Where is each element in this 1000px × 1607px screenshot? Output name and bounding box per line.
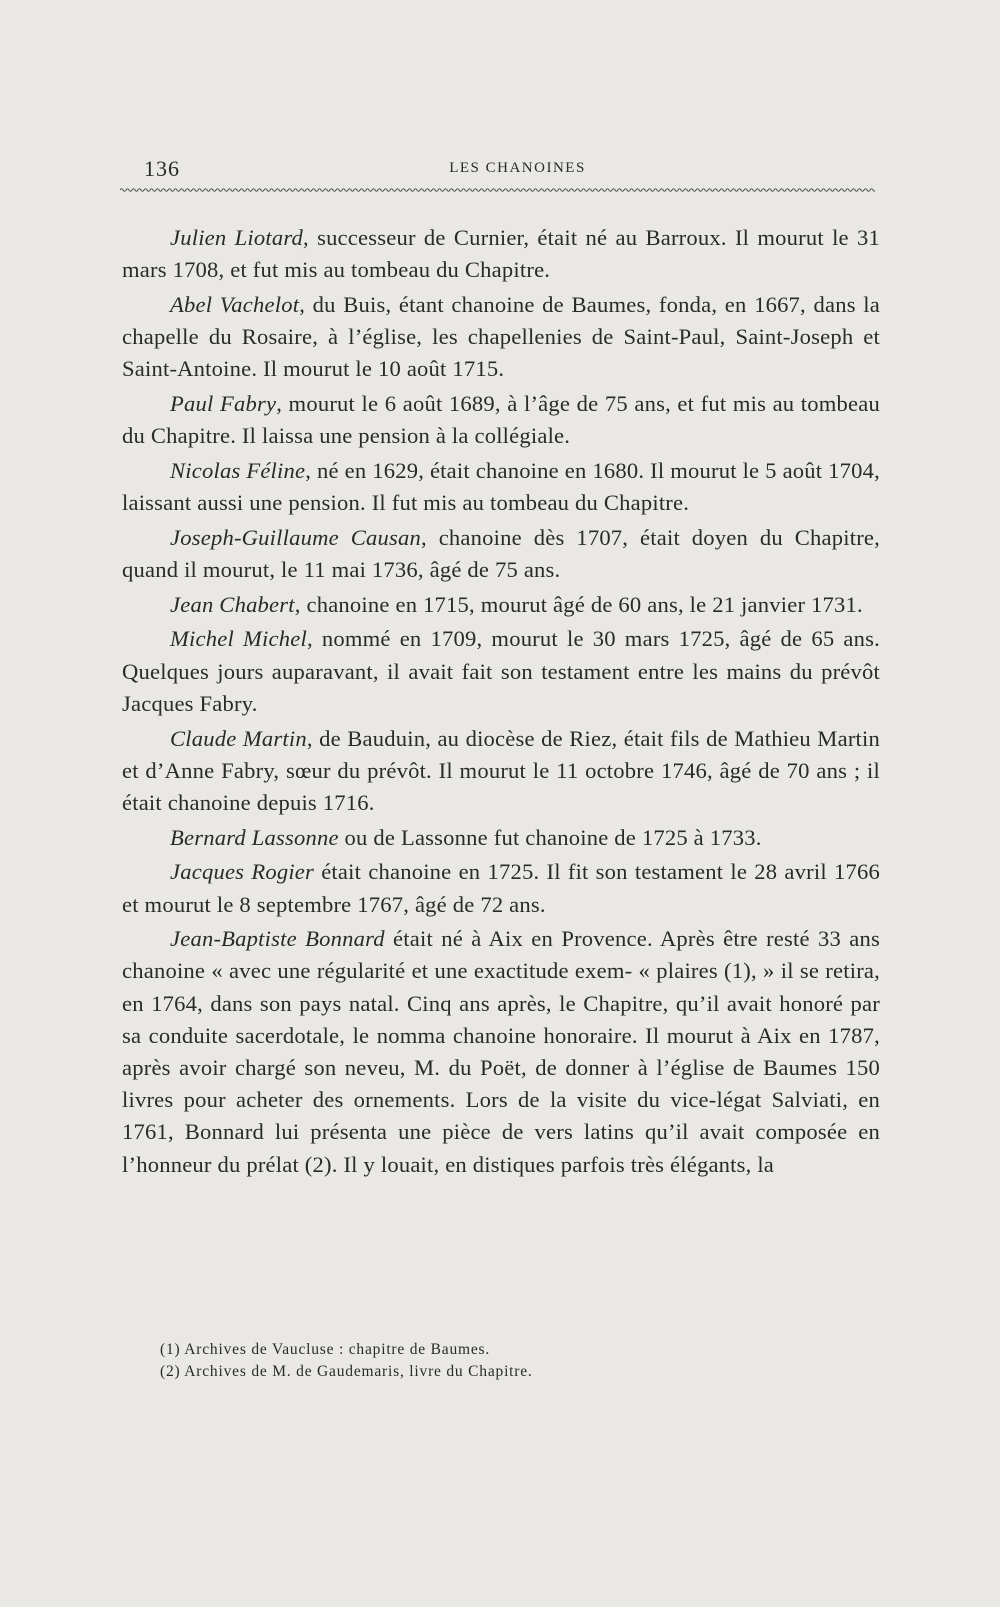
header-wavy-rule <box>120 186 875 194</box>
paragraph-text: était chanoine en 1725. Il fit son testament le 28 avril 1766 et mourut le 8 septembre 1767, âgé de 72 ans. <box>122 859 880 917</box>
paragraph <box>122 289 880 386</box>
paragraph <box>122 822 880 854</box>
paragraph <box>122 589 880 621</box>
paragraph-text: , de Bauduin, au diocèse de Riez, était fils de Mathieu Martin et d’Anne Fabry, sœur du prévôt. Il mourut le 11 octobre 1746, âgé de 70 ans ; il était chanoine depuis 1716. <box>122 725 880 815</box>
paragraph <box>122 455 880 519</box>
paragraph-text: , né en 1629, était chanoine en 1680. Il mourut le 5 août 1704, laissant aussi une pension. Il fut mis au tombeau du Chapitre. <box>122 457 880 516</box>
canon-name: Jacques Rogier <box>170 859 315 885</box>
page-number: 136 <box>144 156 180 181</box>
paragraph <box>122 222 880 286</box>
paragraph-text: , du Buis, étant chanoine de Baumes, fonda, en 1667, dans la chapelle du Rosaire, à l’église, les chapellenies de Saint-Paul, Saint-Joseph et Saint-Antoine. Il mourut le 10 août 1715. <box>122 291 881 382</box>
canon-name: Julien Liotard <box>170 225 303 250</box>
canon-name: Jean-Baptiste Bonnard <box>170 926 385 952</box>
paragraph <box>122 723 880 820</box>
canon-name: Paul Fabry <box>170 391 277 417</box>
paragraph <box>122 522 880 586</box>
paragraph-text: , nommé en 1709, mourut le 30 mars 1725, âgé de 65 ans. Quelques jours auparavant, il avait fait son testament entre les mains du prévôt Jacques Fabry. <box>122 626 880 716</box>
paragraph-text: , chanoine en 1715, mourut âgé de 60 ans, le 21 janvier 1731. <box>294 591 863 617</box>
paragraph <box>122 388 880 452</box>
paragraph <box>122 923 880 1181</box>
body-text <box>122 222 880 1183</box>
canon-name: Nicolas Féline <box>170 457 306 483</box>
footnotes <box>160 1339 800 1383</box>
paragraph-text: , chanoine dès 1707, était doyen du Chapitre, quand il mourut, le 11 mai 1736, âgé de 75 ans. <box>122 524 880 583</box>
paragraph-text: était né à Aix en Provence. Après être resté 33 ans chanoine « avec une régularité et une exactitude exem- « plaires (1), » il se retira, en 1764, dans son pays natal. Cinq ans après, le Chapitre, qu’il avait honoré par sa conduite sacerdotale, le nomma chanoine honoraire. Il mourut à Aix en 1787, après avoir chargé son neveu, M. du Poët, de donner à l’église de Baumes 150 livres pour acheter des ornements. Lors de la visite du vice-légat Salviati, en 1761, Bonnard lui présenta une pièce de vers latins qu’il avait composée en l’honneur du prélat (2). Il y louait, en distiques parfois très élégants, la <box>122 926 881 1177</box>
paragraph <box>122 856 880 920</box>
footnote: (1) Archives de Vaucluse : chapitre de Baumes. <box>160 1341 491 1358</box>
footnote: (2) Archives de M. de Gaudemaris, livre du Chapitre. <box>160 1363 533 1380</box>
canon-name: Joseph-Guillaume Causan <box>170 524 421 550</box>
page-header <box>120 156 875 186</box>
running-title: LES CHANOINES <box>449 160 586 176</box>
canon-name: Claude Martin <box>170 725 307 751</box>
paragraph-text: , successeur de Curnier, était né au Barroux. Il mourut le 31 mars 1708, et fut mis au tombeau du Chapitre. <box>122 225 880 283</box>
paragraph-text: ou de Lassonne fut chanoine de 1725 à 1733. <box>338 824 762 850</box>
paragraph-text: , mourut le 6 août 1689, à l’âge de 75 ans, et fut mis au tombeau du Chapitre. Il laissa une pension à la collégiale. <box>122 391 880 449</box>
canon-name: Abel Vachelot <box>170 291 300 317</box>
canon-name: Jean Chabert <box>170 591 295 617</box>
canon-name: Bernard Lassonne <box>170 824 339 850</box>
paragraph <box>122 623 880 720</box>
canon-name: Michel Michel <box>170 626 307 652</box>
